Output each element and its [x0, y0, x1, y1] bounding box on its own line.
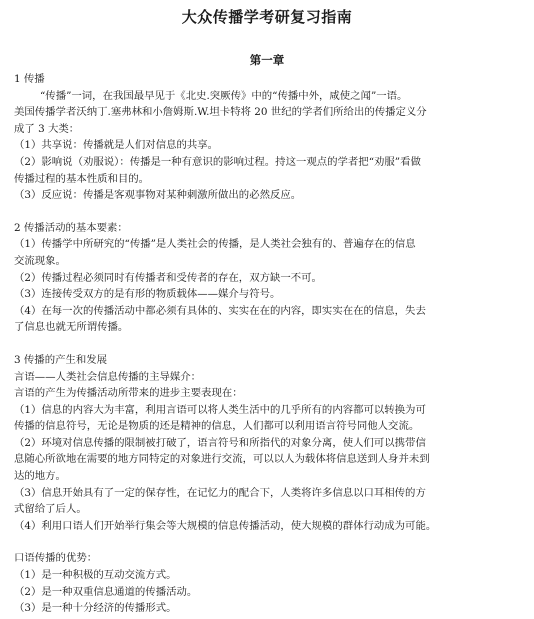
section-heading: 1 传播 — [14, 73, 45, 85]
list-item: （4）利用口语人们开始举行集会等大规模的信息传播活动，使大规模的群体行动成为可能。 — [14, 519, 437, 532]
list-item: （2）影响说（劝服说）：传播是一种有意识的影响过程。持这一观点的学者把“劝服”看做 — [14, 155, 421, 168]
document-title: 大众传播学考研复习指南 — [181, 8, 353, 26]
section-spacer — [14, 336, 522, 352]
list-item: （2）是一种双重信息通道的传播活动。 — [14, 585, 198, 598]
list-item-continuation: 息随心所欲地在需要的地方同特定的对象进行交流，可以以人为载体将信息送到人身并未到 — [14, 453, 430, 466]
list-item: （1）共享说：传播就是人们对信息的共享。 — [14, 139, 219, 152]
paragraph-line: 言语——人类社会信息传播的主导媒介： — [14, 370, 202, 383]
list-item: （3）反应说：传播是客观事物对某种刺激所做出的必然反应。 — [14, 189, 302, 202]
section-spacer — [14, 534, 522, 550]
list-item: （3）是一种十分经济的传播形式。 — [14, 602, 177, 615]
paragraph-line: “传播”一词，在我国最早见于《北史.突厥传》中的“传播中外，咸使之闻”一语。 — [40, 89, 408, 102]
list-item-continuation: 传播过程的基本性质和目的。 — [14, 172, 150, 185]
list-item-continuation: 达的地方。 — [14, 470, 66, 483]
list-item: （4）在每一次的传播活动中都必须有具体的、实实在在的内容，即实实在在的信息，失去 — [14, 304, 426, 317]
section-heading: 3 传播的产生和发展 — [14, 353, 108, 366]
chapter-heading: 第一章 — [249, 53, 285, 67]
list-item: （2）环境对信息传播的限制被打破了，语言符号和所指代的对象分离，使人们可以携带信 — [14, 436, 426, 449]
document-body — [14, 71, 522, 617]
list-item-continuation: 了信息也就无所谓传播。 — [14, 321, 129, 334]
list-item: （3）连接传受双方的是有形的物质载体——媒介与符号。 — [14, 288, 281, 301]
paragraph-line: 言语的产生为传播活动所带来的进步主要表现在： — [14, 387, 243, 400]
list-item: （3）信息开始具有了一定的保存性，在记忆力的配合下，人类将许多信息以口耳相传的方 — [14, 486, 426, 499]
section-heading: 口语传播的优势： — [14, 552, 98, 565]
paragraph-line: 美国传播学者沃纳丁.塞弗林和小詹姆斯.W.坦卡特将 20 世纪的学者们所给出的传播定义分 — [14, 106, 427, 119]
list-item: （1）是一种积极的互动交流方式。 — [14, 569, 177, 582]
list-item: （2）传播过程必须同时有传播者和受传者的存在，双方缺一不可。 — [14, 271, 322, 284]
paragraph-line: 成了 3 大类： — [14, 122, 80, 135]
list-item: （1）传播学中所研究的“传播”是人类社会的传播，是人类社会独有的、普遍存在的信息 — [14, 238, 416, 251]
section-heading: 2 传播活动的基本要素： — [14, 221, 128, 234]
section-spacer — [14, 204, 522, 220]
list-item-continuation: 交流现象。 — [14, 254, 66, 267]
list-item: （1）信息的内容大为丰富，利用言语可以将人类生活中的几乎所有的内容都可以转换为可 — [14, 403, 426, 416]
list-item-continuation: 传播的信息符号，无论是物质的还是精神的信息，人们都可以利用语言符号同他人交流。 — [14, 420, 420, 433]
list-item-continuation: 式留给了后人。 — [14, 503, 87, 516]
